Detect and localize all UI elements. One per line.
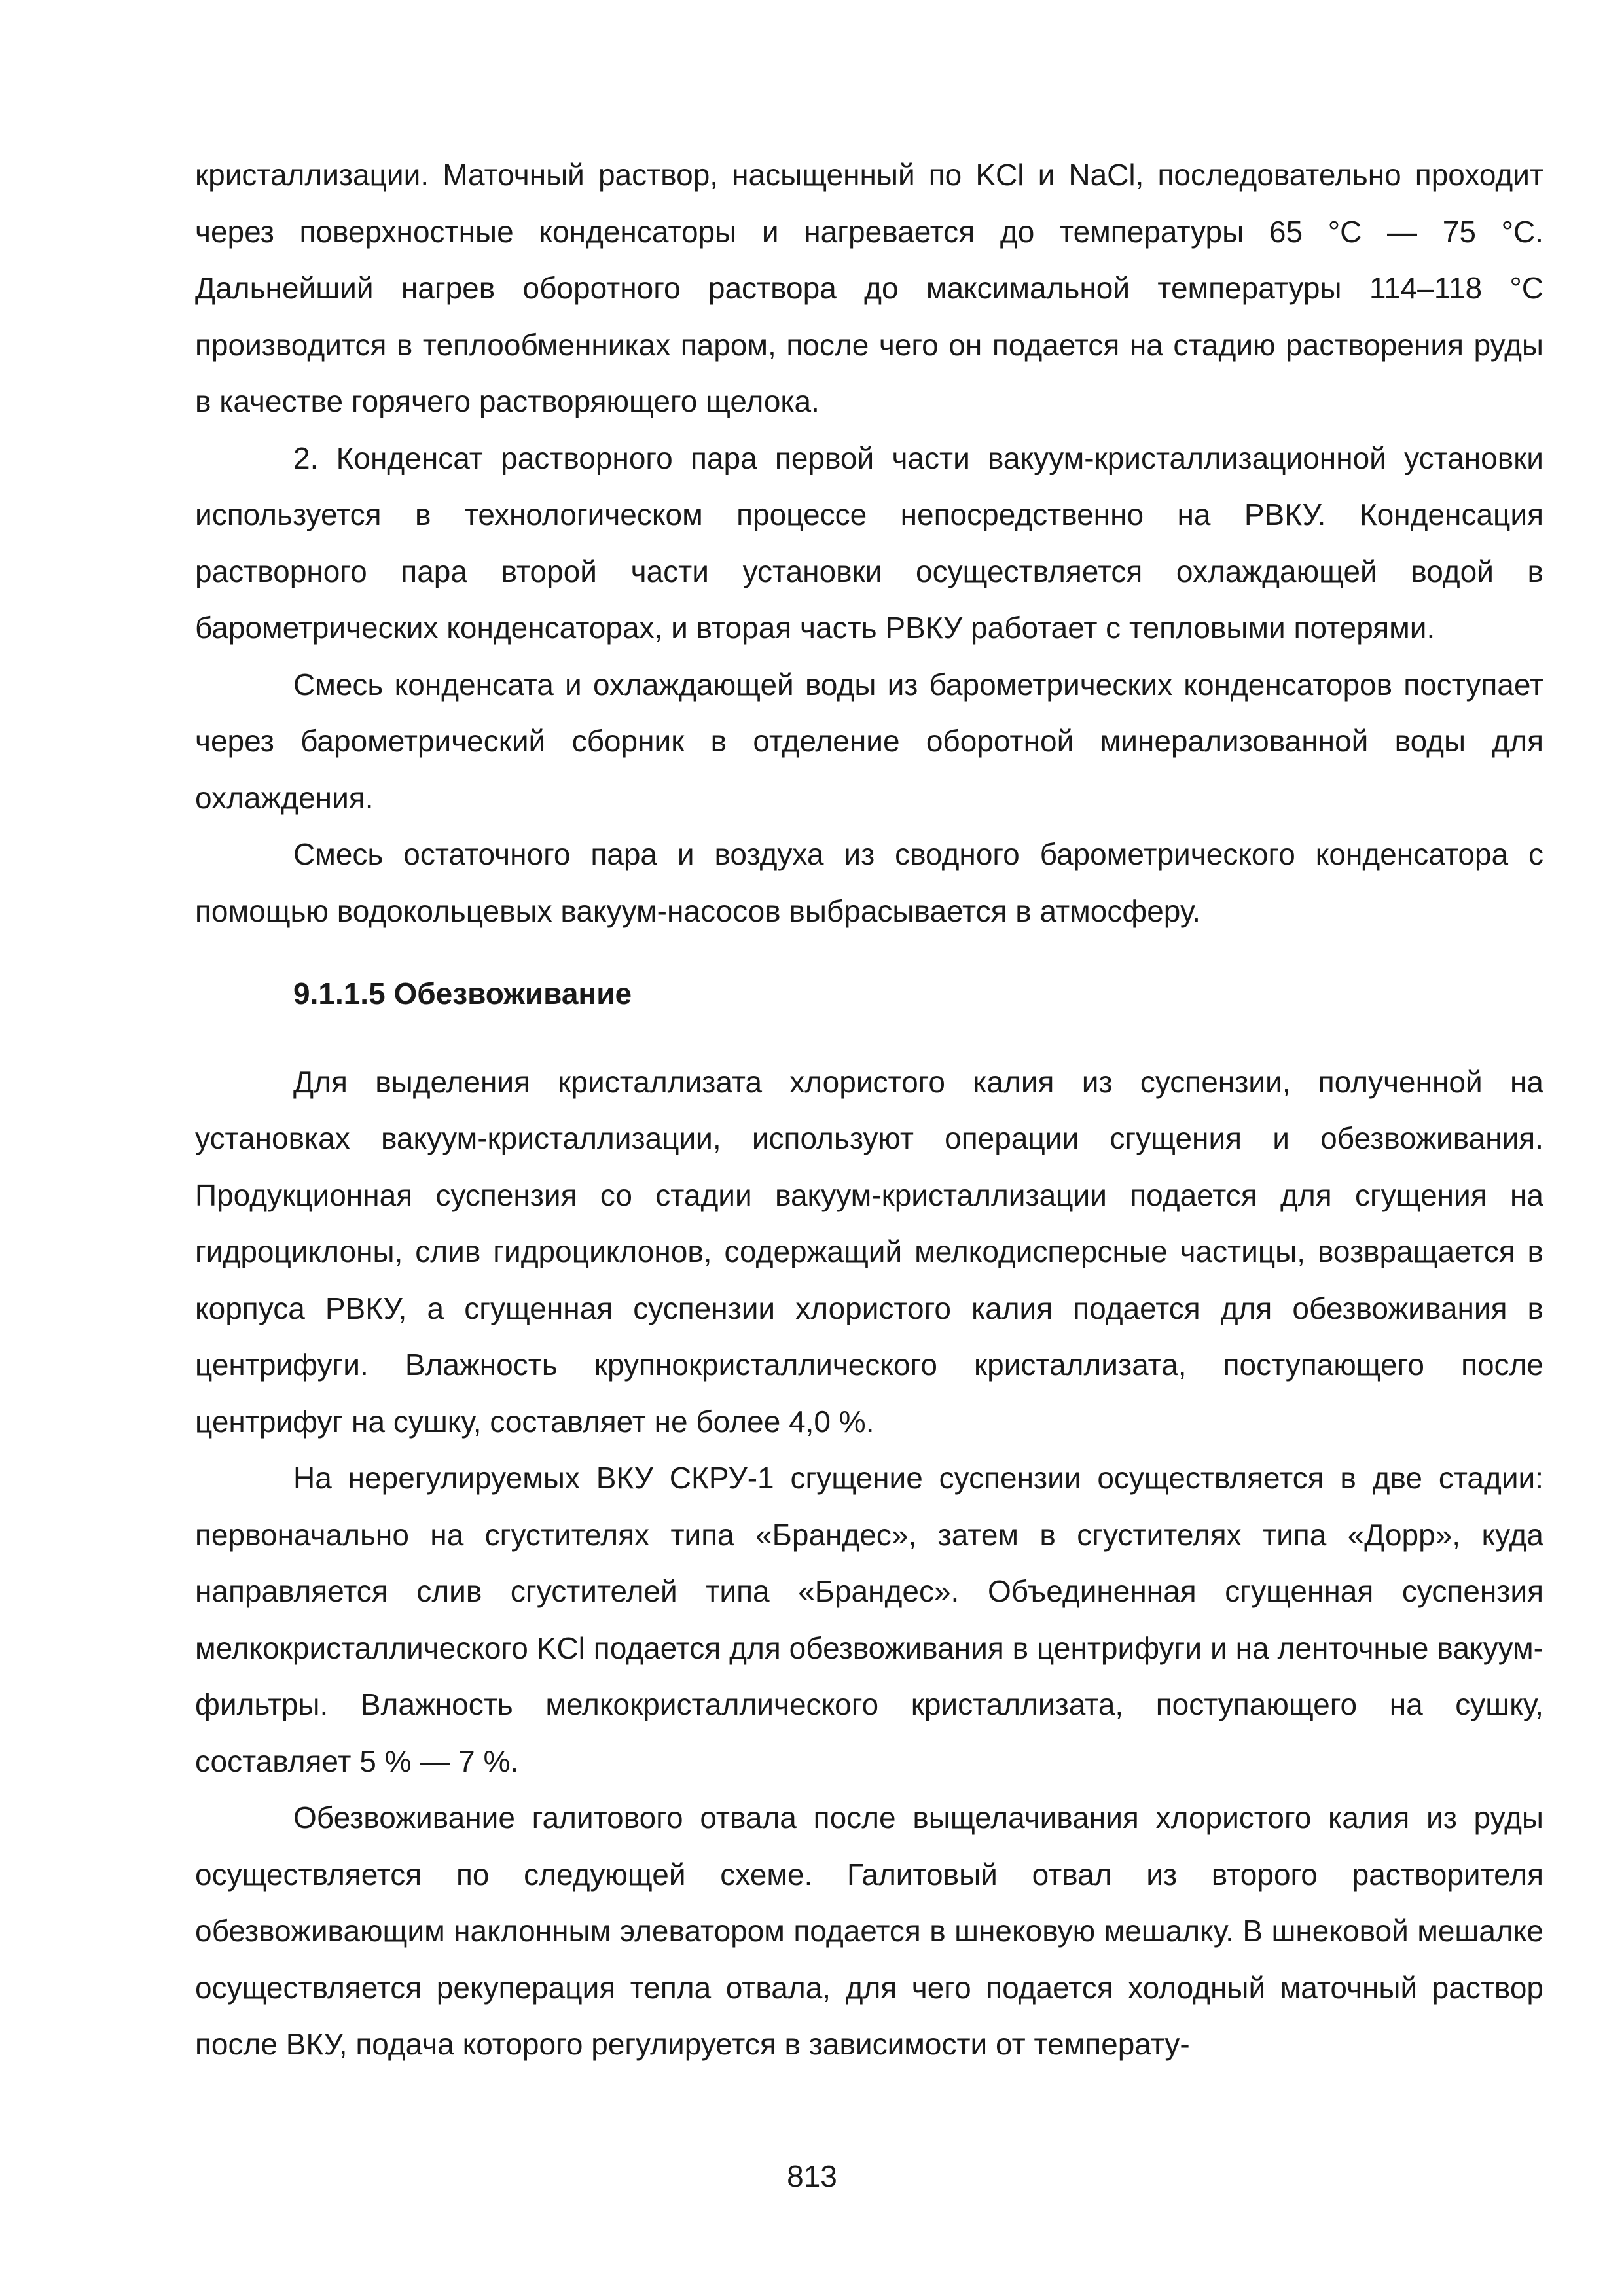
document-page (195, 147, 1543, 2073)
paragraph-residual-steam: Смесь остаточного пара и воздуха из сводного барометрического конденсатора с помощью водокольцевых вакуум-насосов выбрасывается в атмосферу. (195, 837, 1543, 928)
paragraph-halite-dewatering: Обезвоживание галитового отвала после выщелачивания хлористого калия из руды осуществляется по следующей схеме. Галитовый отвал из второго растворителя обезвоживающим наклонным элеватором подается в шнековую мешалку. В шнековой мешалке осуществляется рекуперация тепла отвала, для чего подается холодный маточный раствор после ВКУ, подача которого регулируется в зависимости от температу- (195, 1801, 1543, 2061)
section-heading: 9.1.1.5 Обезвоживание (293, 977, 632, 1011)
paragraph-thickening: На нерегулируемых ВКУ СКРУ-1 сгущение суспензии осуществляется в две стадии: первоначально на сгустителях типа «Брандес», затем в сгустителях типа «Дорр», куда направляется слив сгустителей типа «Брандес». Объединенная сгущенная суспензия мелкокристаллического KCl подается для обезвоживания в центрифуги и на ленточные вакуум-фильтры. Влажность мелкокристаллического кристаллизата, поступающего на сушку, составляет 5 % — 7 %. (195, 1461, 1543, 1778)
paragraph-dewatering-intro: Для выделения кристаллизата хлористого калия из суспензии, полученной на установках вакуум-кристаллизации, используют операции сгущения и обезвоживания. Продукционная суспензия со стадии вакуум-кристаллизации подается для сгущения на гидроциклоны, слив гидроциклонов, содержащий мелкодисперсные частицы, возвращается в корпуса РВКУ, а сгущенная суспензии хлористого калия подается для обезвоживания в центрифуги. Влажность крупнокристаллического кристаллизата, поступающего после центрифуг на сушку, составляет не более 4,0 %. (195, 1064, 1543, 1439)
paragraph-condensate: 2. Конденсат растворного пара первой части вакуум-кристаллизационной установки используется в технологическом процессе непосредственно на РВКУ. Конденсация растворного пара второй части установки осуществляется охлаждающей водой в барометрических конденсаторах, и вторая часть РВКУ работает с тепловыми потерями. (195, 440, 1543, 645)
page-number: 813 (787, 2159, 837, 2193)
paragraph-crystallization-continued: кристаллизации. Маточный раствор, насыщенный по KCl и NaCl, последовательно проходит через поверхностные конденсаторы и нагревается до температуры 65 °C — 75 °C. Дальнейший нагрев оборотного раствора до максимальной температуры 114–118 °C производится в теплообменниках паром, после чего он подается на стадию растворения руды в качестве горячего растворяющего щелока. (195, 158, 1543, 418)
paragraph-condensate-mixture: Смесь конденсата и охлаждающей воды из барометрических конденсаторов поступает через барометрический сборник в отделение оборотной минерализованной воды для охлаждения. (195, 667, 1543, 815)
